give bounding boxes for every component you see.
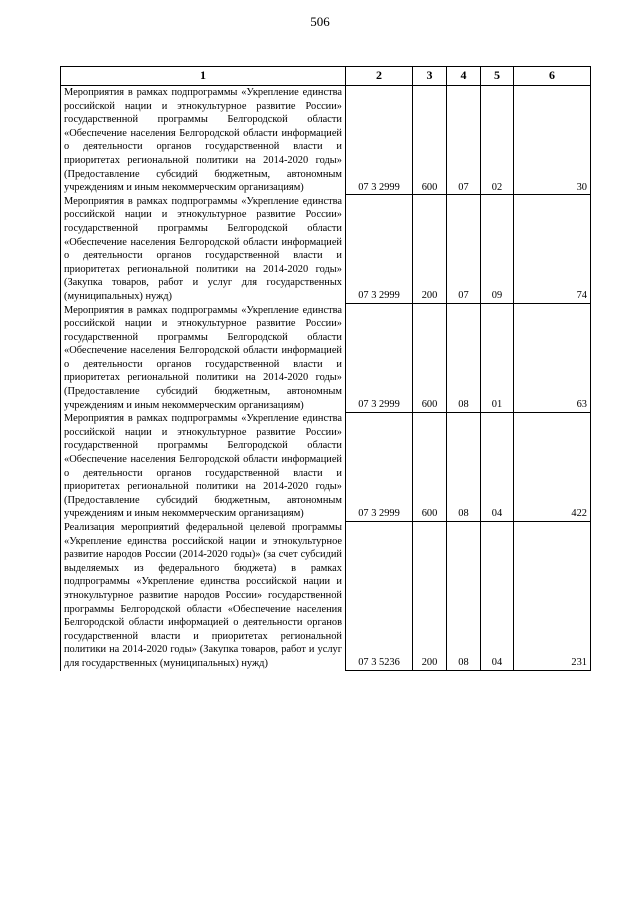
table-row [61, 86, 591, 195]
table-row [61, 304, 591, 413]
row-description: Мероприятия в рамках подпрограммы «Укрепление единства российской нации и этнокультурное развитие России» государственной программы Белгородской области «Обеспечение населения Белгородской области информацией о деятельности органов государственной власти и приоритетах региональной политики на 2014-2020 годы» (Предоставление субсидий бюджетным, автономным учреждениям и иным некоммерческим организациям) [61, 304, 346, 413]
row-amount: 74 [514, 195, 591, 304]
row-type: 200 [413, 521, 447, 671]
header-col-4: 4 [447, 67, 481, 86]
row-subsection: 09 [481, 195, 514, 304]
header-col-2: 2 [346, 67, 413, 86]
row-code: 07 3 2999 [346, 412, 413, 521]
row-subsection: 02 [481, 86, 514, 195]
table-row [61, 521, 591, 671]
table-header-row [61, 67, 591, 86]
row-section: 08 [447, 521, 481, 671]
budget-table [60, 66, 591, 671]
row-type: 600 [413, 412, 447, 521]
row-type: 200 [413, 195, 447, 304]
row-subsection: 04 [481, 521, 514, 671]
row-amount: 63 [514, 304, 591, 413]
header-col-1: 1 [61, 67, 346, 86]
row-description: Мероприятия в рамках подпрограммы «Укрепление единства российской нации и этнокультурное развитие России» государственной программы Белгородской области «Обеспечение населения Белгородской области информацией о деятельности органов государственной власти и приоритетах региональной политики на 2014-2020 годы» (Предоставление субсидий бюджетным, автономным учреждениям и иным некоммерческим организациям) [61, 86, 346, 195]
row-code: 07 3 2999 [346, 86, 413, 195]
row-description: Мероприятия в рамках подпрограммы «Укрепление единства российской нации и этнокультурное развитие России» государственной программы Белгородской области «Обеспечение населения Белгородской области информацией о деятельности органов государственной власти и приоритетах региональной политики на 2014-2020 годы» (Закупка товаров, работ и услуг для государственных (муниципальных) нужд) [61, 195, 346, 304]
row-description: Мероприятия в рамках подпрограммы «Укрепление единства российской нации и этнокультурное развитие России» государственной программы Белгородской области «Обеспечение населения Белгородской области информацией о деятельности органов государственной власти и приоритетах региональной политики на 2014-2020 годы» (Предоставление субсидий бюджетным, автономным учреждениям и иным некоммерческим организациям) [61, 412, 346, 521]
header-col-3: 3 [413, 67, 447, 86]
row-section: 08 [447, 412, 481, 521]
row-amount: 30 [514, 86, 591, 195]
row-code: 07 3 2999 [346, 195, 413, 304]
page-number: 506 [310, 14, 330, 29]
table-row [61, 412, 591, 521]
row-amount: 422 [514, 412, 591, 521]
header-col-6: 6 [514, 67, 591, 86]
row-type: 600 [413, 304, 447, 413]
table-row [61, 195, 591, 304]
row-code: 07 3 2999 [346, 304, 413, 413]
row-section: 07 [447, 86, 481, 195]
row-type: 600 [413, 86, 447, 195]
row-subsection: 01 [481, 304, 514, 413]
row-description: Реализация мероприятий федеральной целевой программы «Укрепление единства российской нации и этнокультурное развитие народов России (2014-2020 годы)» (за счет субсидий выделяемых из федерального бюджета) в рамках подпрограммы «Укрепление единства российской нации и этнокультурное развитие народов России» государственной программы Белгородской области «Обеспечение населения Белгородской области информацией о деятельности органов государственной власти и приоритетах региональной политики на 2014-2020 годы» (Закупка товаров, работ и услуг для государственных (муниципальных) нужд) [61, 521, 346, 671]
row-subsection: 04 [481, 412, 514, 521]
row-section: 08 [447, 304, 481, 413]
header-col-5: 5 [481, 67, 514, 86]
row-section: 07 [447, 195, 481, 304]
row-amount: 231 [514, 521, 591, 671]
row-code: 07 3 5236 [346, 521, 413, 671]
